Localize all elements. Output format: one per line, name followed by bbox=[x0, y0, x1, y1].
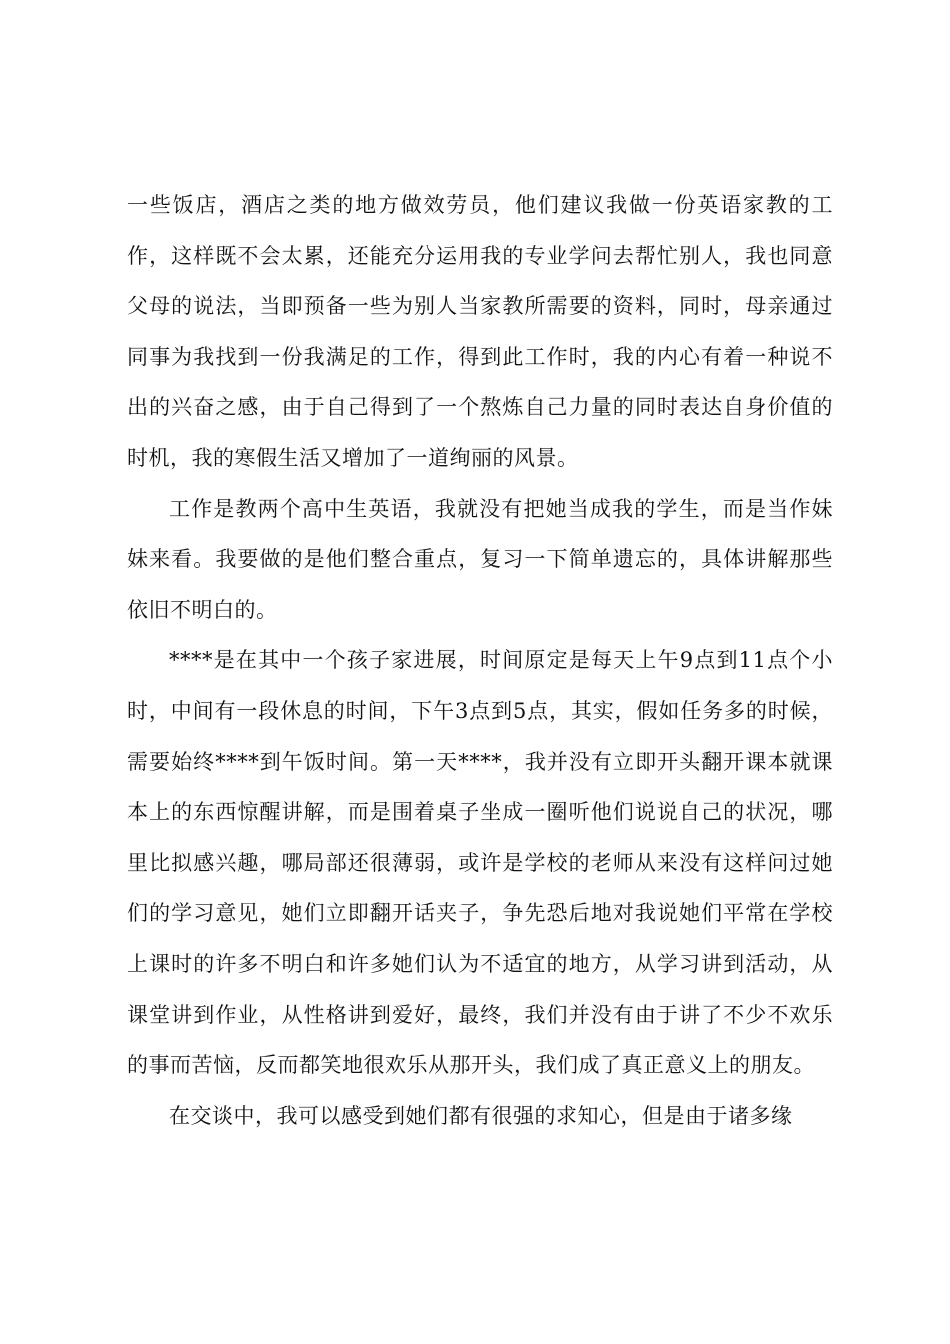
paragraph-1: 一些饭店，酒店之类的地方做效劳员，他们建议我做一份英语家教的工作，这样既不会太累，还能充分运用我的专业学问去帮忙别人，我也同意父母的说法，当即预备一些为别人当家教所需要的资料，同时，母亲通过同事为我找到一份我满足的工作，得到此工作时，我的内心有着一种说不出的兴奋之感，由于自己得到了一个熬炼自己力量的同时表达自身价值的时机，我的寒假生活又增加了一道绚丽的风景。 bbox=[127, 193, 833, 470]
paragraph-4: 在交谈中，我可以感受到她们都有很强的求知心，但是由于诸多缘 bbox=[169, 1103, 793, 1128]
paragraph-3: ****是在其中一个孩子家进展，时间原定是每天上午9点到11点个小时，中间有一段休息的时间，下午3点到5点，其实，假如任务多的时候，需要始终****到午饭时间。第一天****，我并没有立即开头翻开课本就课本上的东西惊醒讲解，而是围着桌子坐成一圈听他们说说自己的状况，哪里比拟感兴趣，哪局部还很薄弱，或许是学校的老师从来没有这样问过她们的学习意见，她们立即翻开话夹子，争先恐后地对我说她们平常在学校上课时的许多不明白和许多她们认为不适宜的地方，从学习讲到活动，从课堂讲到作业，从性格讲到爱好，最终，我们并没有由于讲了不少不欢乐的事而苦恼，反而都笑地很欢乐从那开头，我们成了真正意义上的朋友。 bbox=[127, 648, 833, 1078]
document-body bbox=[127, 180, 833, 1141]
paragraph-2: 工作是教两个高中生英语，我就没有把她当成我的学生，而是当作妹妹来看。我要做的是他们整合重点，复习一下简单遗忘的，具体讲解那些依旧不明白的。 bbox=[127, 496, 833, 622]
